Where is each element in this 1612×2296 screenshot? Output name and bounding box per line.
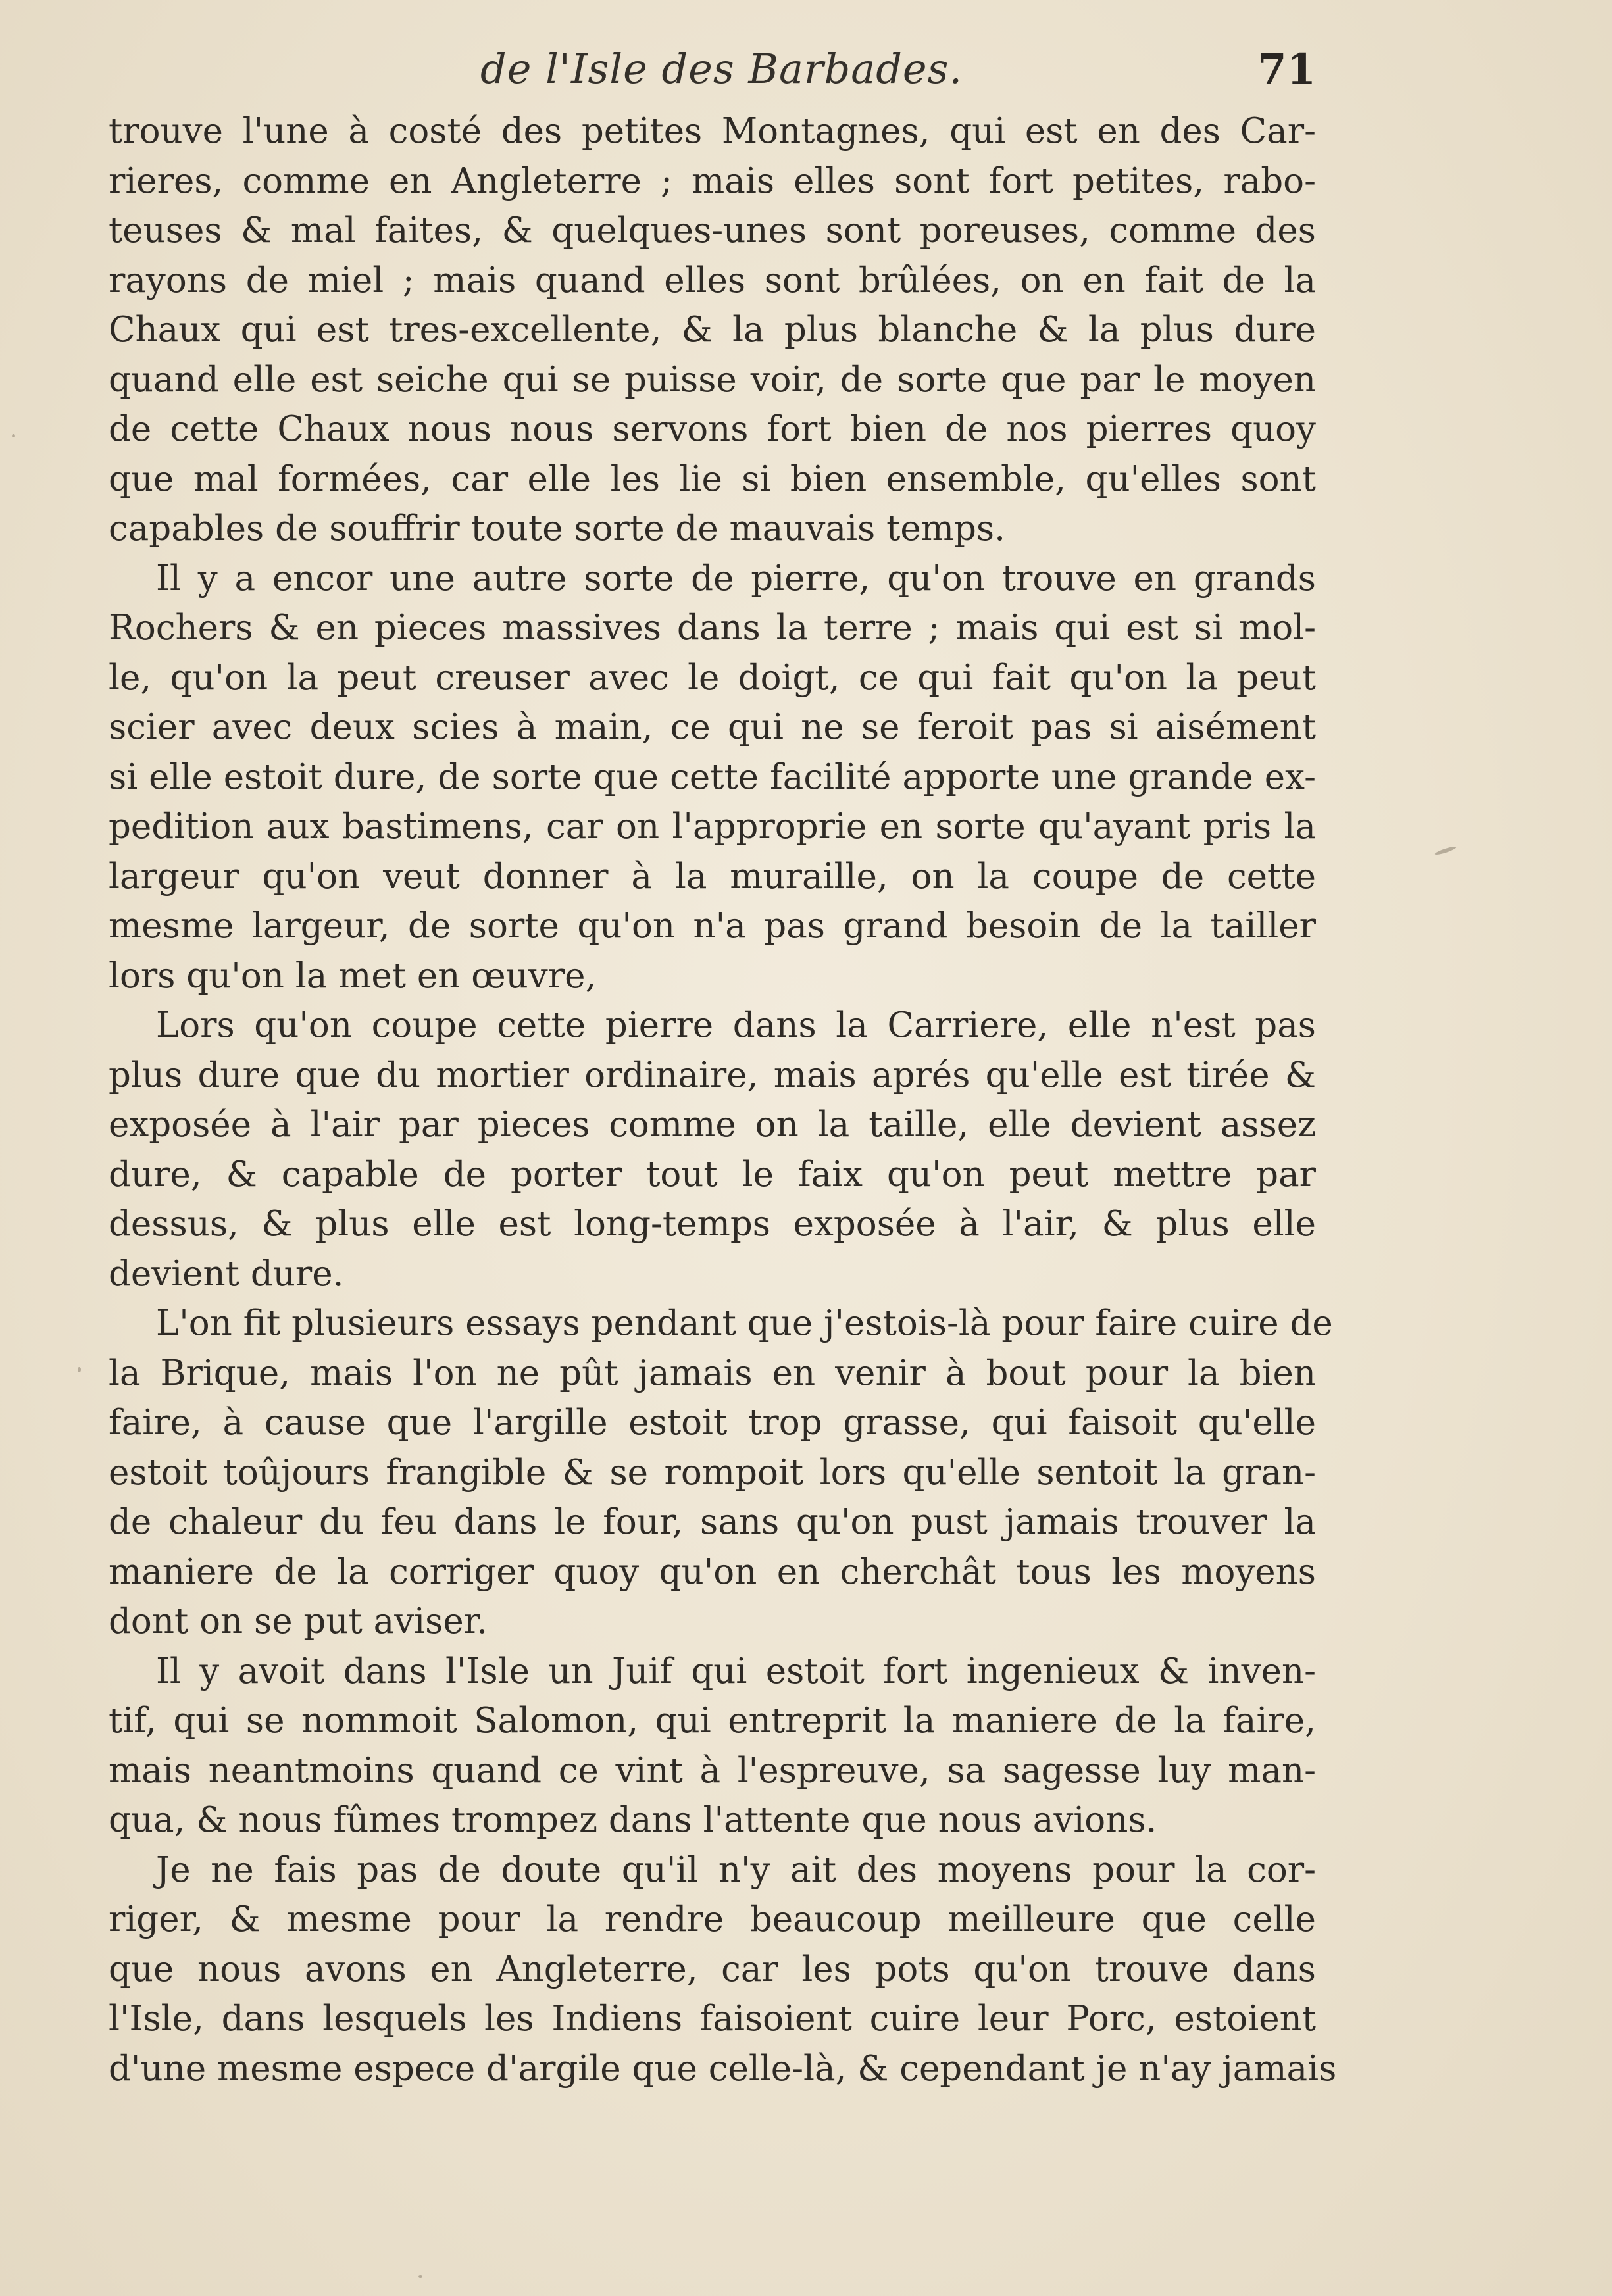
text-line: faire, à cause que l'argille estoit trop grasse, qui faisoit qu'elle [109,1403,1316,1443]
text-line: qua, & nous fûmes trompez dans l'attente que nous avions. [109,1800,1157,1840]
paragraph-start-line: Il y avoit dans l'Isle un Juif qui estoit fort ingenieux & inven- [156,1651,1316,1691]
text-line: mais neantmoins quand ce vint à l'espreuve, sa sagesse luy man- [109,1750,1316,1791]
running-title: de l'Isle des Barbades. [480,45,963,93]
text-line: plus dure que du mortier ordinaire, mais aprés qu'elle est tirée & [109,1055,1316,1095]
text-line: la Brique, mais l'on ne pût jamais en venir à bout pour la bien [109,1353,1316,1393]
text-line: Rochers & en pieces massives dans la terre ; mais qui est si mol- [109,608,1316,648]
running-head [105,45,1316,104]
text-line: teuses & mal faites, & quelques-unes sont poreuses, comme des [109,211,1316,251]
text-line: que mal formées, car elle les lie si bien ensemble, qu'elles sont [109,459,1316,499]
text-line: mesme largeur, de sorte qu'on n'a pas grand besoin de la tailler [109,906,1316,946]
text-line: tif, qui se nommoit Salomon, qui entreprit la maniere de la faire, [109,1701,1316,1741]
page-number: 71 [1257,45,1316,94]
paragraph-start-line: L'on fit plusieurs essays pendant que j'estois-là pour faire cuire de [156,1303,1333,1343]
paragraph-start-line: Il y a encor une autre sorte de pierre, qu'on trouve en grands [156,558,1316,599]
paper-speck [418,2275,422,2278]
text-line: que nous avons en Angleterre, car les pots qu'on trouve dans [109,1949,1316,1989]
text-line: dessus, & plus elle est long-temps exposée à l'air, & plus elle [109,1204,1316,1244]
paper-speck [12,434,15,437]
paragraph-start-line: Je ne fais pas de doute qu'il n'y ait des moyens pour la cor- [156,1849,1316,1890]
text-line: rayons de miel ; mais quand elles sont brûlées, on en fait de la [109,260,1316,301]
body-text [109,107,1337,2093]
text-line: maniere de la corriger quoy qu'on en cherchât tous les moyens [109,1551,1316,1592]
text-line: d'une mesme espece d'argile que celle-là, & cependant je n'ay jamais [109,2048,1337,2089]
text-line: rieres, comme en Angleterre ; mais elles sont fort petites, rabo- [109,161,1316,201]
text-line: de cette Chaux nous nous servons fort bien de nos pierres quoy [109,409,1316,449]
text-line: pedition aux bastimens, car on l'approprie en sorte qu'ayant pris la [109,807,1316,847]
text-line: lors qu'on la met en œuvre, [109,955,597,996]
text-line: l'Isle, dans lesquels les Indiens faisoient cuire leur Porc, estoient [109,1999,1316,2039]
text-line: quand elle est seiche qui se puisse voir, de sorte que par le moyen [109,359,1316,400]
paper-speck [78,1367,81,1372]
text-line: estoit toûjours frangible & se rompoit lors qu'elle sentoit la gran- [109,1452,1316,1493]
text-line: le, qu'on la peut creuser avec le doigt, ce qui fait qu'on la peut [109,657,1316,698]
text-line: capables de souffrir toute sorte de mauvais temps. [109,509,1005,549]
paragraph-start-line: Lors qu'on coupe cette pierre dans la Carriere, elle n'est pas [156,1005,1316,1045]
text-line: si elle estoit dure, de sorte que cette facilité apporte une grande ex- [109,757,1316,797]
text-line: devient dure. [109,1253,344,1294]
text-line: scier avec deux scies à main, ce qui ne se feroit pas si aisément [109,707,1316,747]
paper-speck [1434,845,1457,856]
text-line: exposée à l'air par pieces comme on la taille, elle devient assez [109,1105,1316,1145]
text-line: de chaleur du feu dans le four, sans qu'on pust jamais trouver la [109,1502,1316,1542]
text-line: dont on se put aviser. [109,1601,488,1641]
text-line: Chaux qui est tres-excellente, & la plus blanche & la plus dure [109,310,1316,350]
text-line: trouve l'une à costé des petites Montagnes, qui est en des Car- [109,111,1316,151]
text-line: largeur qu'on veut donner à la muraille, on la coupe de cette [109,856,1316,897]
text-line: dure, & capable de porter tout le faix qu'on peut mettre par [109,1154,1316,1195]
text-line: riger, & mesme pour la rendre beaucoup meilleure que celle [109,1899,1316,1939]
